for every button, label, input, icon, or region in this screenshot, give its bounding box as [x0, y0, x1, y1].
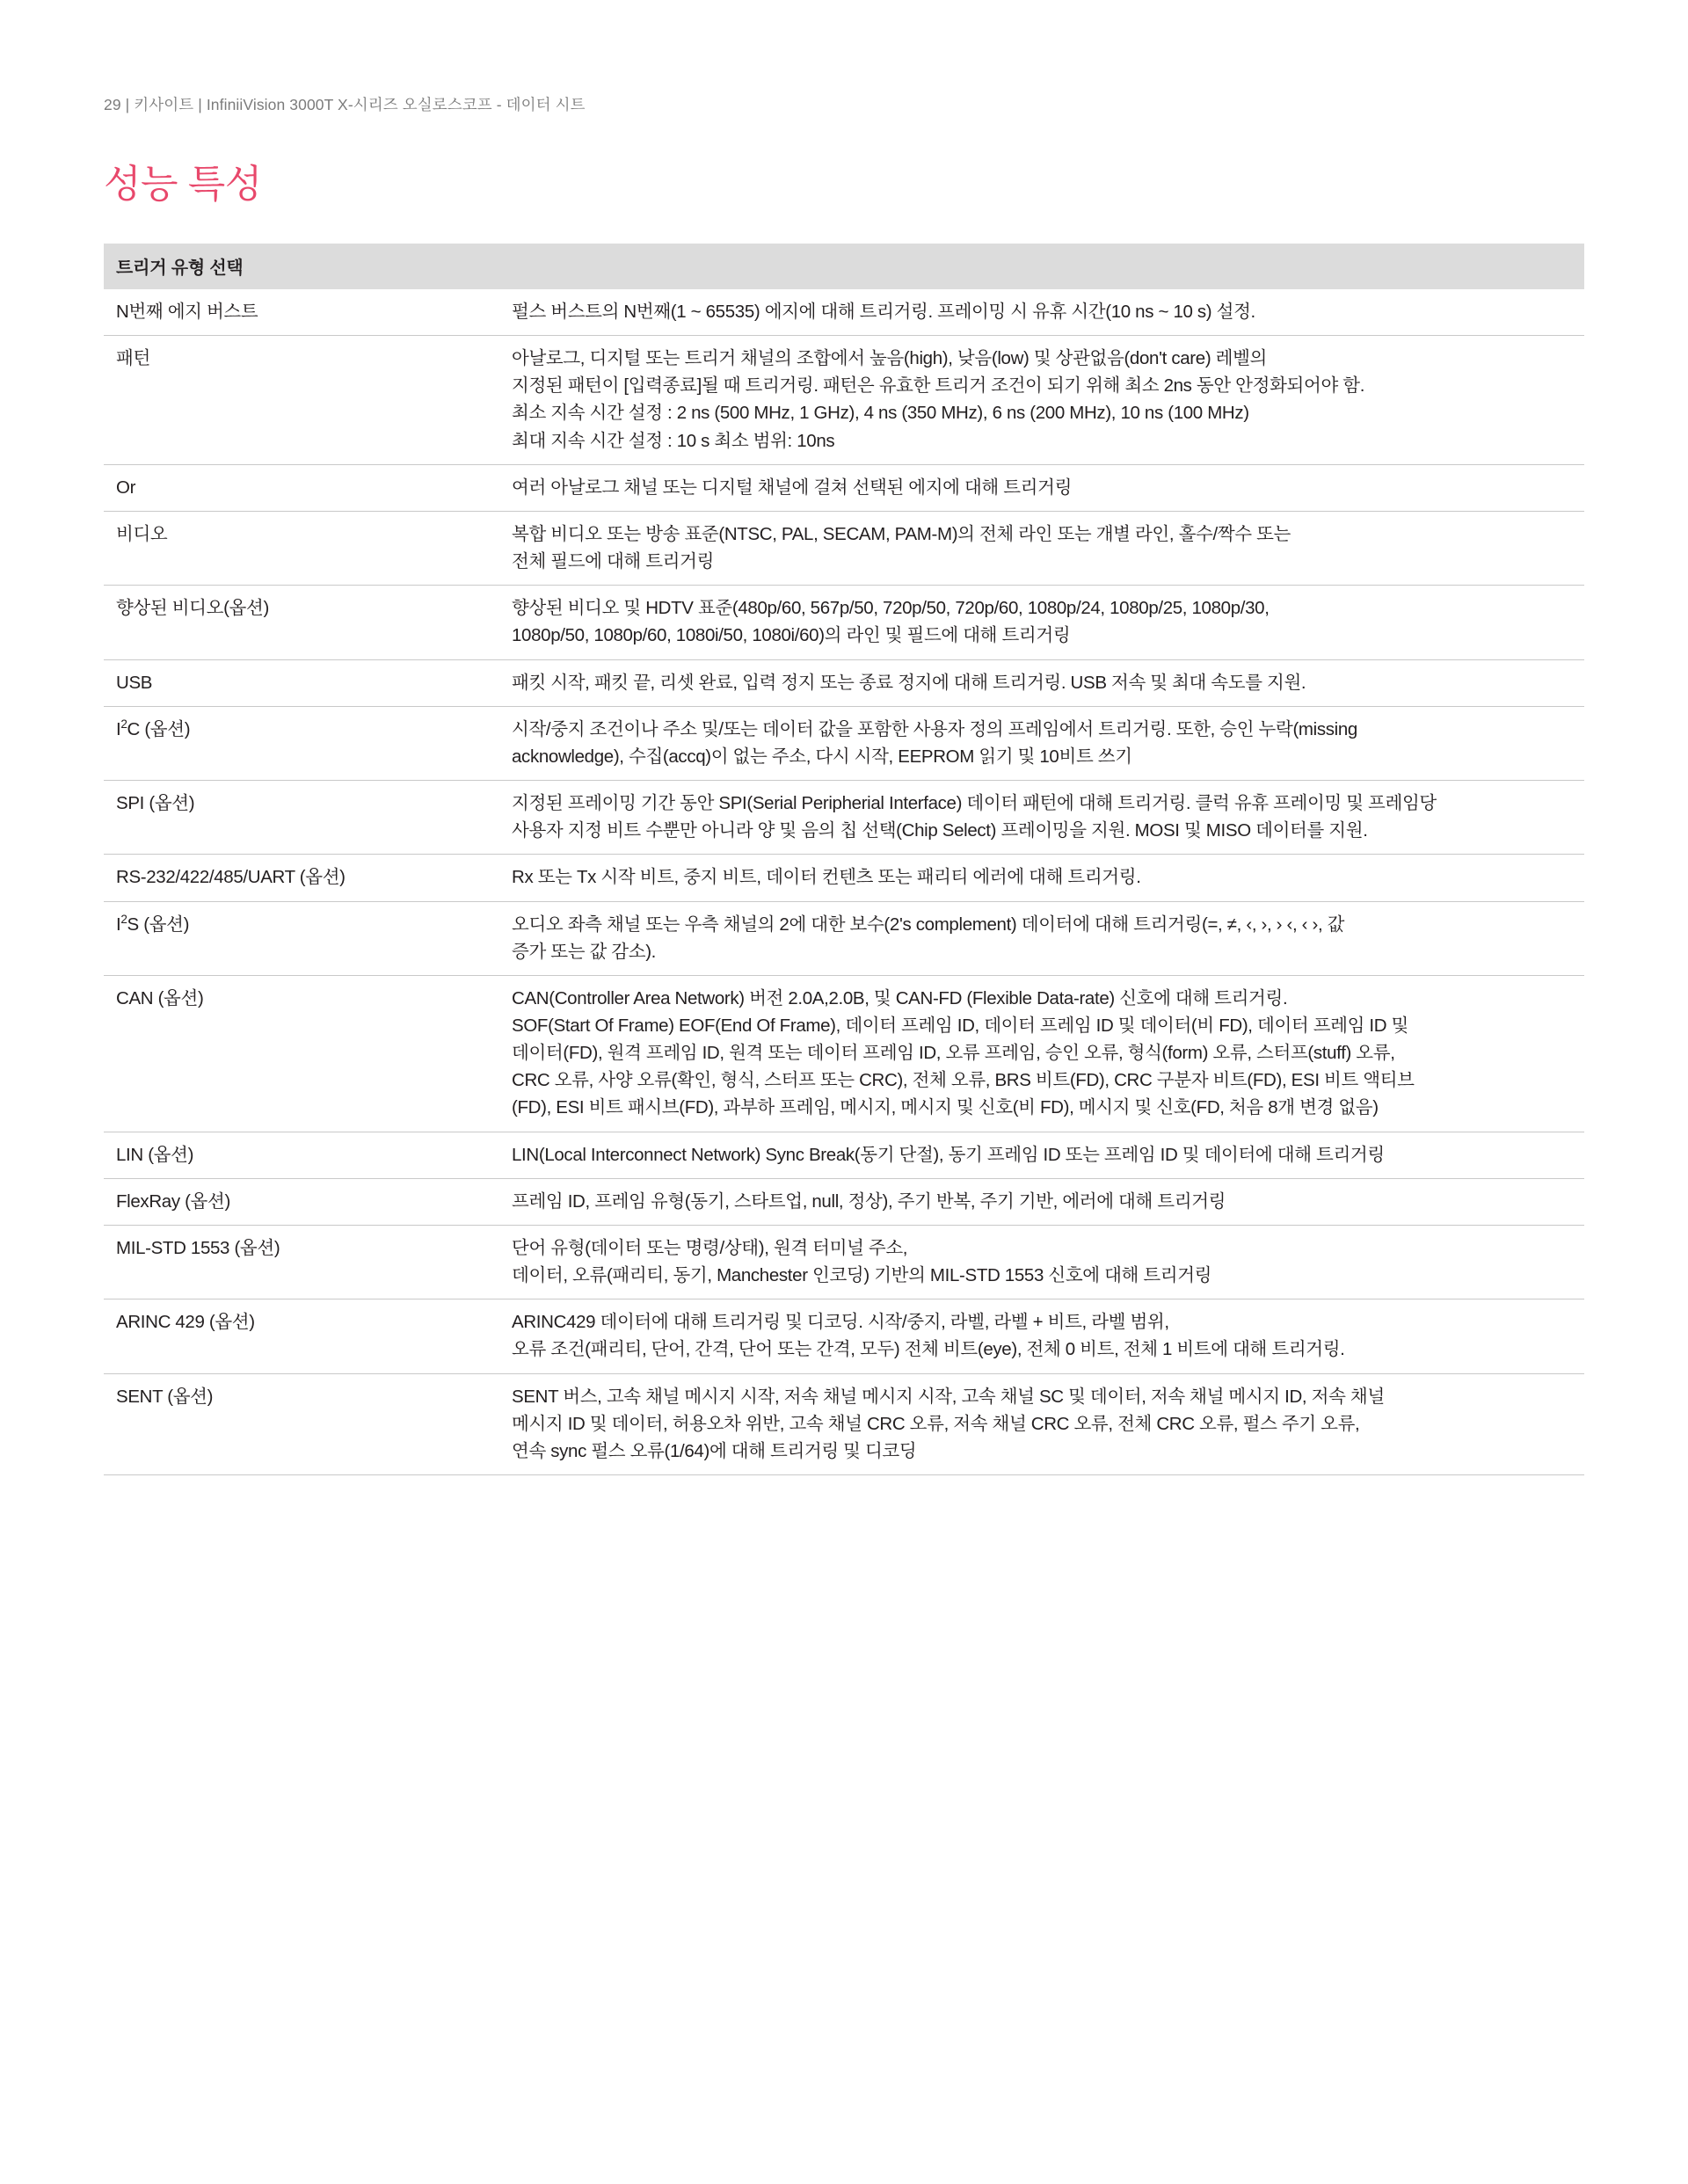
trigger-type-label: $I^2S$ (옵션) [104, 901, 499, 975]
table-header-label: 트리거 유형 선택 [104, 244, 1584, 289]
description-line: 아날로그, 디지털 또는 트리거 채널의 조합에서 높음(high), 낮음(low) 및 상관없음(don't care) 레벨의 [512, 348, 1268, 369]
breadcrumb: 29 | 키사이트 | InfiniiVision 3000T X-시리즈 오실로스코프 - 데이터 시트 [104, 96, 586, 113]
trigger-type-description [499, 511, 1584, 585]
description-line: 최대 지속 시간 설정 : 10 s 최소 범위: 10ns [512, 430, 835, 451]
description-line: SENT 버스, 고속 채널 메시지 시작, 저속 채널 메시지 시작, 고속 채널 SC 및 데이터, 저속 채널 메시지 ID, 저속 채널 [512, 1386, 1385, 1407]
description-line: 오디오 좌측 채널 또는 우측 채널의 2에 대한 보수(2's complement) 데이터에 대해 트리거링(=, ≠, ‹, ›, › ‹, ‹ ›, 값 [512, 914, 1345, 935]
description-line: Rx 또는 Tx 시작 비트, 중지 비트, 데이터 컨텐츠 또는 패리티 에러에 대해 트리거링. [512, 867, 1141, 888]
description-line: 최소 지속 시간 설정 : 2 ns (500 MHz, 1 GHz), 4 ns (350 MHz), 6 ns (200 MHz), 10 ns (100 MHz) [512, 403, 1249, 424]
trigger-type-description [499, 781, 1584, 855]
trigger-type-description [499, 336, 1584, 465]
trigger-type-label: MIL-STD 1553 (옵션) [104, 1225, 499, 1299]
trigger-type-description [499, 1225, 1584, 1299]
trigger-type-description [499, 659, 1584, 706]
table-row [104, 1299, 1584, 1373]
trigger-type-description [499, 975, 1584, 1132]
trigger-type-description [499, 1373, 1584, 1474]
description-line: acknowledge), 수집(accq)이 없는 주소, 다시 시작, EEPROM 읽기 및 10비트 쓰기 [512, 746, 1132, 767]
table-body [104, 289, 1584, 1475]
description-line: 전체 필드에 대해 트리거링 [512, 551, 715, 572]
table-row [104, 855, 1584, 901]
description-line: 연속 sync 펄스 오류(1/64)에 대해 트리거링 및 디코딩 [512, 1440, 917, 1461]
trigger-type-description [499, 901, 1584, 975]
table-row [104, 1225, 1584, 1299]
description-line: 향상된 비디오 및 HDTV 표준(480p/60, 567p/50, 720p/50, 720p/60, 1080p/24, 1080p/25, 1080p/30, [512, 598, 1270, 619]
trigger-type-label: SPI (옵션) [104, 781, 499, 855]
description-line: CRC 오류, 사양 오류(확인, 형식, 스터프 또는 CRC), 전체 오류, BRS 비트(FD), CRC 구분자 비트(FD), ESI 비트 액티브 [512, 1070, 1415, 1091]
trigger-type-description [499, 464, 1584, 511]
table-row [104, 1132, 1584, 1178]
description-line: 프레임 ID, 프레임 유형(동기, 스타트업, null, 정상), 주기 반복, 주기 기반, 에러에 대해 트리거링 [512, 1190, 1226, 1212]
table-row [104, 1373, 1584, 1474]
table-row [104, 781, 1584, 855]
trigger-type-label: N번째 에지 버스트 [104, 289, 499, 336]
trigger-type-selection-table [104, 244, 1584, 1475]
description-line: 단어 유형(데이터 또는 명령/상태), 원격 터미널 주소, [512, 1237, 908, 1258]
trigger-type-description [499, 586, 1584, 659]
table-row [104, 289, 1584, 336]
description-line: 메시지 ID 및 데이터, 허용오차 위반, 고속 채널 CRC 오류, 저속 채널 CRC 오류, 전체 CRC 오류, 펄스 주기 오류, [512, 1413, 1360, 1434]
trigger-type-label: FlexRay (옵션) [104, 1178, 499, 1225]
table-row [104, 586, 1584, 659]
trigger-type-description [499, 1132, 1584, 1178]
trigger-type-description [499, 855, 1584, 901]
table-row [104, 511, 1584, 585]
table-row [104, 1178, 1584, 1225]
trigger-type-label: SENT (옵션) [104, 1373, 499, 1474]
trigger-type-description [499, 706, 1584, 780]
trigger-type-label: CAN (옵션) [104, 975, 499, 1132]
description-line: 패킷 시작, 패킷 끝, 리셋 완료, 입력 정지 또는 종료 정지에 대해 트리거링. USB 저속 및 최대 속도를 지원. [512, 672, 1306, 693]
trigger-type-label: $I^2C$ (옵션) [104, 706, 499, 780]
description-line: 데이터(FD), 원격 프레임 ID, 원격 또는 데이터 프레임 ID, 오류 프레임, 승인 오류, 형식(form) 오류, 스터프(stuff) 오류, [512, 1043, 1395, 1064]
table-row [104, 659, 1584, 706]
description-line: 복합 비디오 또는 방송 표준(NTSC, PAL, SECAM, PAM-M)의 전체 라인 또는 개별 라인, 홀수/짝수 또는 [512, 523, 1291, 544]
description-line: 사용자 지정 비트 수뿐만 아니라 양 및 음의 칩 선택(Chip Select) 프레이밍을 지원. MOSI 및 MISO 데이터를 지원. [512, 820, 1368, 841]
description-line: 1080p/50, 1080p/60, 1080i/50, 1080i/60)의 라인 및 필드에 대해 트리거링 [512, 625, 1071, 646]
trigger-type-label: ARINC 429 (옵션) [104, 1299, 499, 1373]
description-line: SOF(Start Of Frame) EOF(End Of Frame), 데이터 프레임 ID, 데이터 프레임 ID 및 데이터(비 FD), 데이터 프레임 ID 및 [512, 1015, 1409, 1036]
description-line: ARINC429 데이터에 대해 트리거링 및 디코딩. 시작/중지, 라벨, 라벨 + 비트, 라벨 범위, [512, 1312, 1169, 1333]
table-header-row [104, 244, 1584, 289]
description-line: 오류 조건(패리티, 단어, 간격, 단어 또는 간격, 모두) 전체 비트(eye), 전체 0 비트, 전체 1 비트에 대해 트리거링. [512, 1339, 1345, 1360]
table-row [104, 706, 1584, 780]
description-line: LIN(Local Interconnect Network) Sync Break(동기 단절), 동기 프레임 ID 또는 프레임 ID 및 데이터에 대해 트리거링 [512, 1144, 1385, 1165]
trigger-type-label: USB [104, 659, 499, 706]
trigger-type-description [499, 289, 1584, 336]
table-row [104, 901, 1584, 975]
trigger-type-label: 향상된 비디오(옵션) [104, 586, 499, 659]
trigger-type-description [499, 1299, 1584, 1373]
table-row [104, 975, 1584, 1132]
description-line: 지정된 패턴이 [입력종료]될 때 트리거링. 패턴은 유효한 트리거 조건이 되기 위해 최소 2ns 동안 안정화되어야 함. [512, 375, 1365, 397]
description-line: 여러 아날로그 채널 또는 디지털 채널에 걸쳐 선택된 에지에 대해 트리거링 [512, 477, 1073, 498]
table-row [104, 464, 1584, 511]
trigger-type-label: 패턴 [104, 336, 499, 465]
trigger-type-label: Or [104, 464, 499, 511]
description-line: (FD), ESI 비트 패시브(FD), 과부하 프레임, 메시지, 메시지 및 신호(비 FD), 메시지 및 신호(FD, 처음 8개 변경 없음) [512, 1097, 1379, 1118]
page-title: 성능 특성 [104, 163, 262, 206]
description-line: CAN(Controller Area Network) 버전 2.0A,2.0B, 및 CAN-FD (Flexible Data-rate) 신호에 대해 트리거링. [512, 987, 1288, 1008]
trigger-type-label: LIN (옵션) [104, 1132, 499, 1178]
description-line: 펄스 버스트의 N번째(1 ~ 65535) 에지에 대해 트리거링. 프레이밍 시 유휴 시간(10 ns ~ 10 s) 설정. [512, 302, 1255, 322]
trigger-type-label: RS-232/422/485/UART (옵션) [104, 855, 499, 901]
description-line: 증가 또는 값 감소). [512, 941, 657, 962]
description-line: 데이터, 오류(패리티, 동기, Manchester 인코딩) 기반의 MIL-STD 1553 신호에 대해 트리거링 [512, 1265, 1212, 1286]
description-line: 시작/중지 조건이나 주소 및/또는 데이터 값을 포함한 사용자 정의 프레임에서 트리거링. 또한, 승인 누락(missing [512, 718, 1357, 739]
table-row [104, 336, 1584, 465]
trigger-type-description [499, 1178, 1584, 1225]
trigger-type-label: 비디오 [104, 511, 499, 585]
description-line: 지정된 프레이밍 기간 동안 SPI(Serial Peripherial Interface) 데이터 패턴에 대해 트리거링. 클럭 유휴 프레이밍 및 프레임당 [512, 793, 1437, 814]
